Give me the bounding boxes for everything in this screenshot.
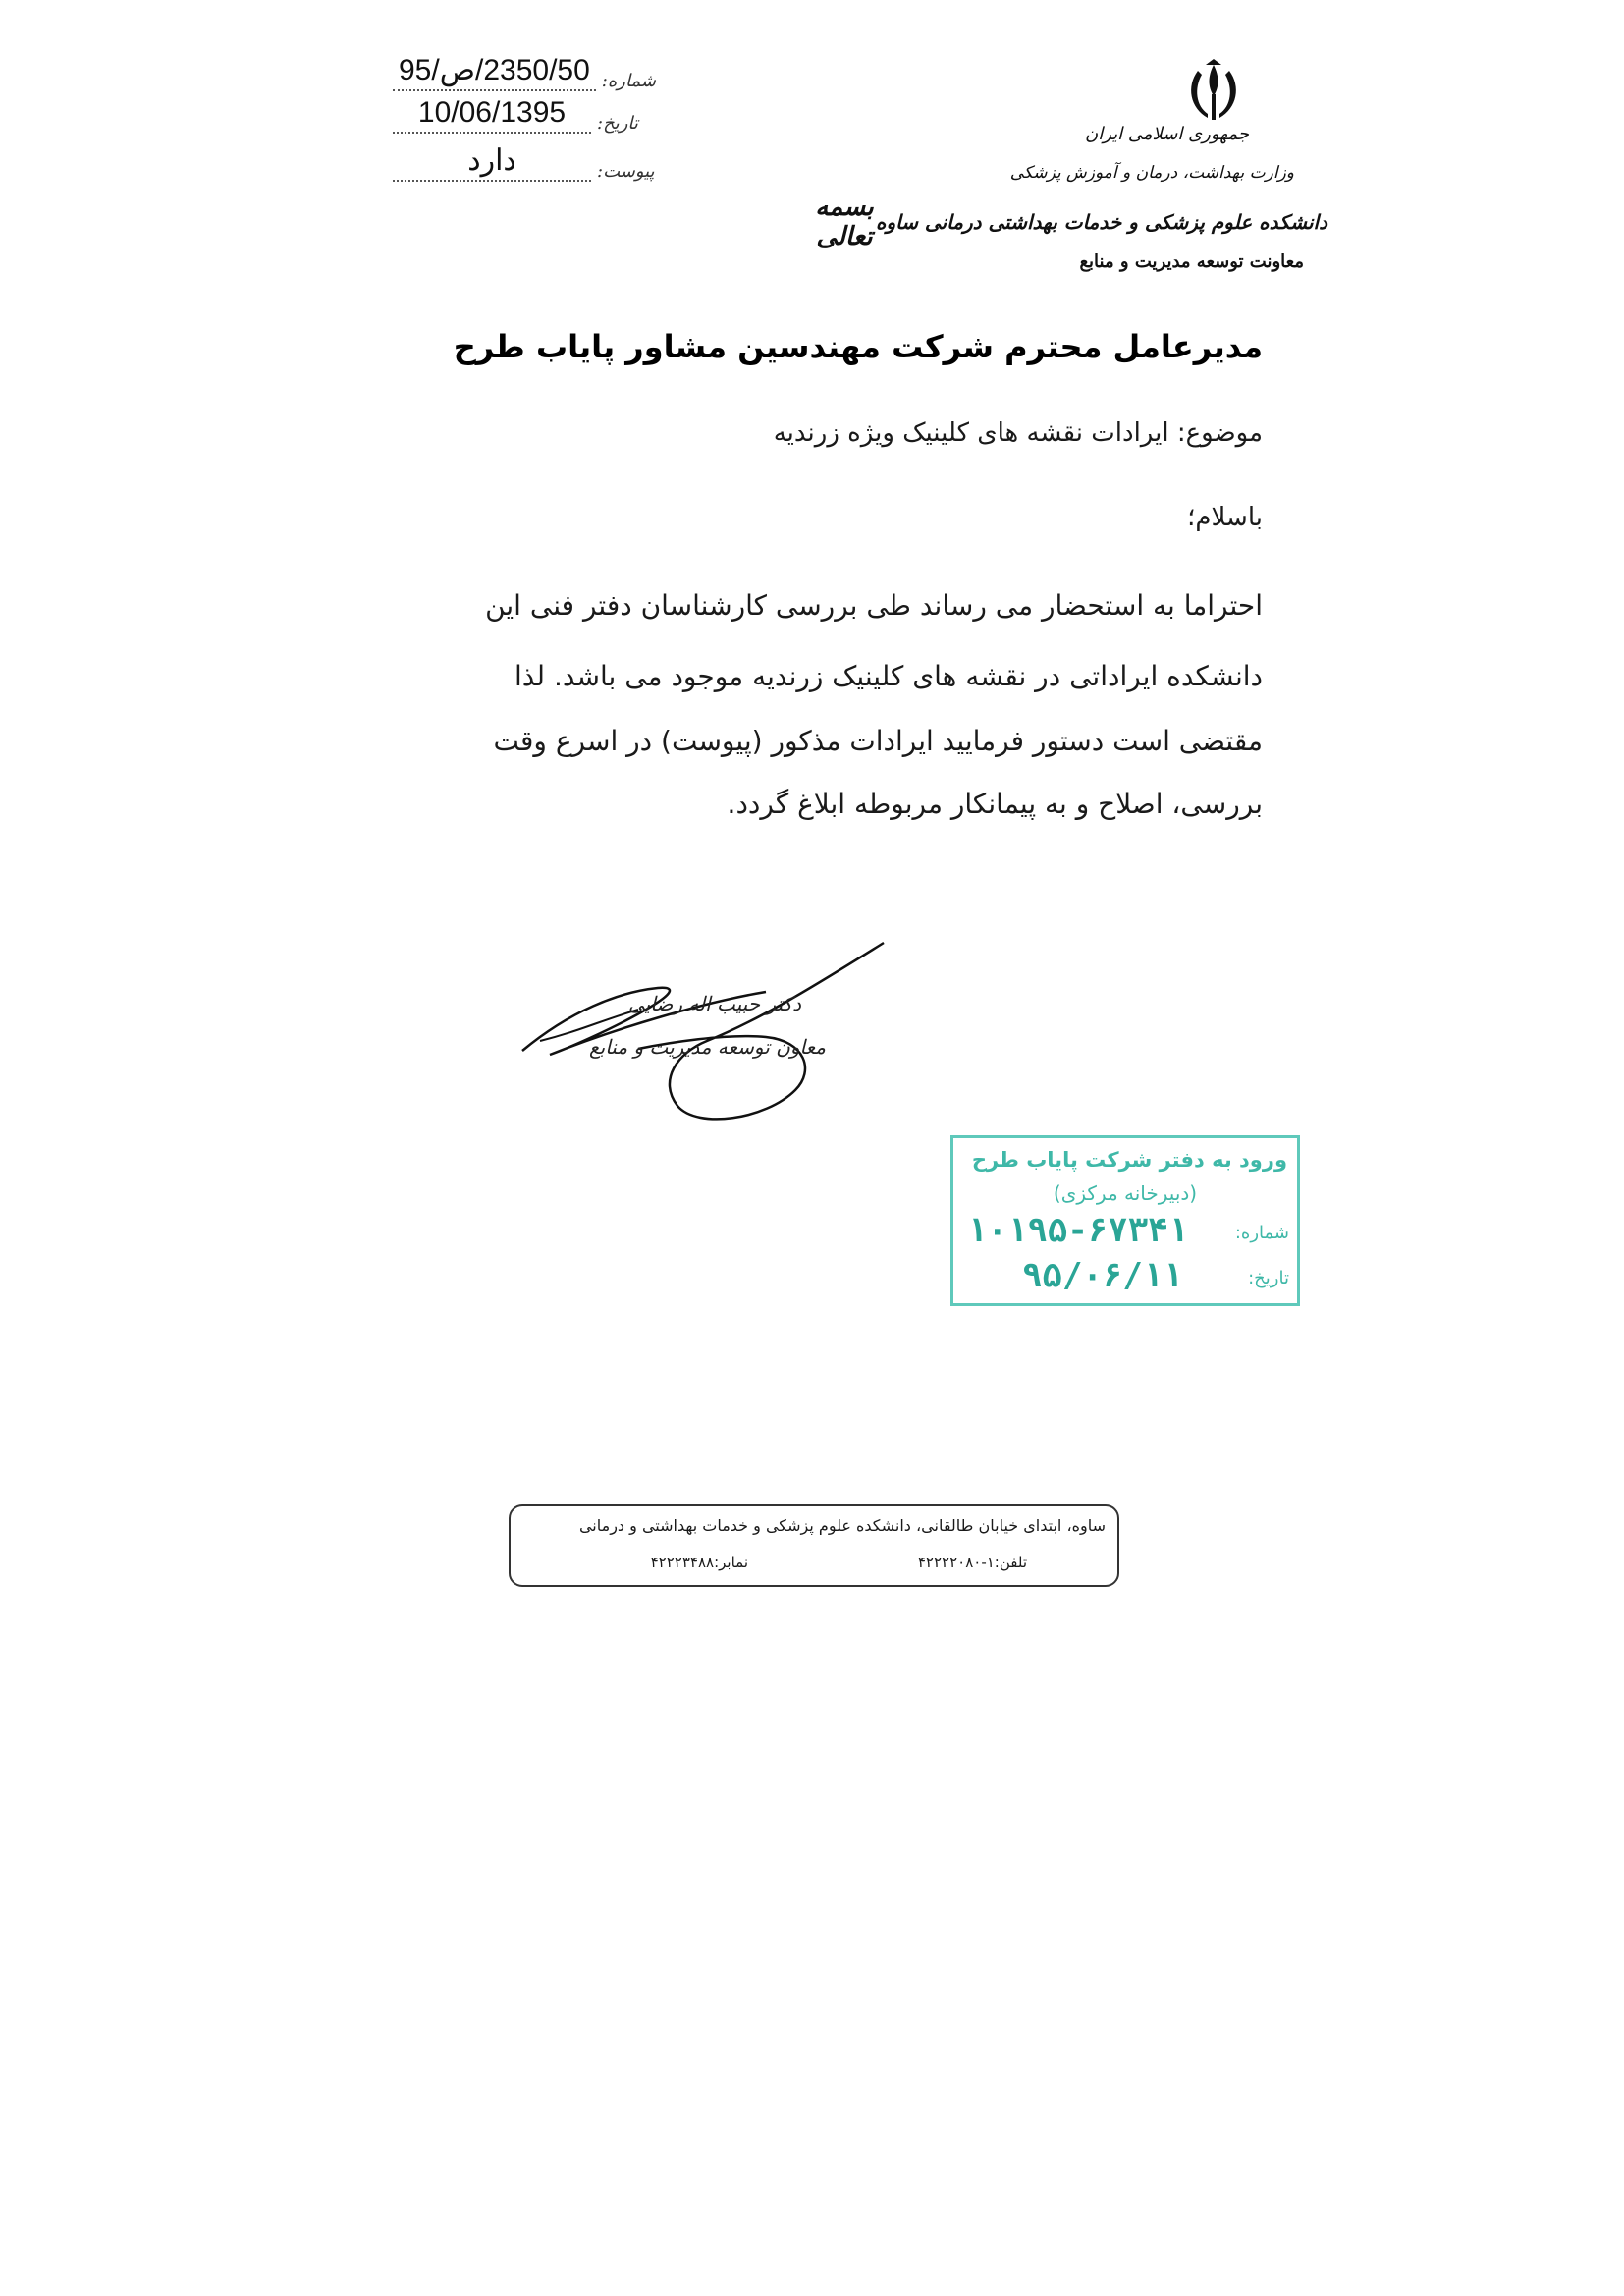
recipient-line: مدیرعامل محترم شرکت مهندسین مشاور پایاب طرح [453,328,1263,365]
letter-number-label: شماره: [601,71,656,91]
subject-line: موضوع: ایرادات نقشه های کلینیک ویژه زرندیه [773,418,1263,448]
footer-contact-box [509,1504,1119,1587]
handwritten-signature [511,933,903,1129]
stamp-date-label: تاریخ: [1248,1268,1289,1288]
iran-emblem-icon [1178,57,1249,128]
body-line-1: احتراما به استحضار می رساند طی بررسی کارشناسان دفتر فنی این [485,589,1263,622]
body-line-2: دانشکده ایراداتی در نقشه های کلینیک زرندیه موجود می باشد. لذا [514,660,1263,692]
received-stamp [950,1135,1300,1306]
body-line-4: بررسی، اصلاح و به پیمانکار مربوطه ابلاغ گردد. [727,788,1263,820]
stamp-date-value: ۹۵/۰۶/۱۱ [1022,1256,1183,1295]
stamp-subtitle: (دبیرخانه مرکزی) [1053,1181,1198,1205]
footer-fax: نمابر:۴۲۲۲۳۴۸۸ [650,1554,748,1571]
letter-attachment-label: پیوست: [597,161,655,182]
letterhead-line-university: دانشکده علوم پزشکی و خدمات بهداشتی درمانی ساوه [875,210,1327,234]
letter-date-row [393,96,638,134]
letterhead-line-republic: جمهوری اسلامی ایران [1085,124,1249,144]
bismillah-heading: بسمه تعالی [815,192,874,251]
letterhead-line-deputy: معاونت توسعه مدیریت و منابع [1079,251,1304,272]
letter-attachment-row [393,143,655,182]
signatory-title: معاون توسعه مدیریت و منابع [589,1035,826,1059]
letter-attachment-value: دارد [393,143,591,182]
letter-number-value: 2350/50/ص/95 [393,53,596,91]
stamp-number-value: ۱۰۱۹۵-۶۷۳۴۱ [967,1211,1189,1250]
stamp-title: ورود به دفتر شرکت پایاب طرح [971,1148,1287,1172]
letterhead-line-ministry: وزارت بهداشت، درمان و آموزش پزشکی [1009,163,1294,183]
footer-phone: تلفن:۱-۴۲۲۲۲۰۸۰ [917,1554,1027,1571]
letter-number-row [393,53,656,91]
letter-date-label: تاریخ: [597,113,638,134]
signatory-name: دکتر حبیب اله رضایی [628,992,801,1015]
letter-date-value: 10/06/1395 [393,96,591,134]
body-line-3: مقتضی است دستور فرمایید ایرادات مذکور (پیوست) در اسرع وقت [493,725,1263,757]
stamp-number-label: شماره: [1234,1223,1289,1243]
greeting-line: باسلام؛ [1187,503,1263,532]
footer-address: ساوه، ابتدای خیابان طالقانی، دانشکده علوم پزشکی و خدمات بهداشتی و درمانی [578,1516,1106,1535]
